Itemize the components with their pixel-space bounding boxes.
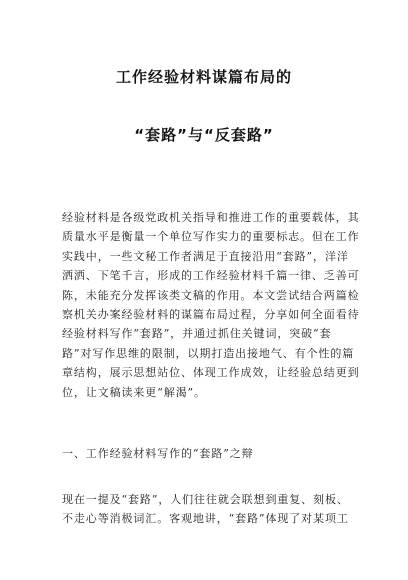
paragraph-line: 不走心等消极词汇。客观地讲，“套路”体现了对某项工	[62, 512, 349, 526]
paragraph-line: 洒洒、下笔千言，形成的工作经验材料千篇一律、乏善可	[62, 269, 360, 283]
title-line-1: 工作经验材料谋篇布局的	[115, 68, 292, 86]
paragraph-line: 经验材料是各级党政机关指导和推进工作的重要载体，其	[62, 211, 360, 224]
title-line-2: “套路”与“反套路”	[134, 126, 274, 144]
paragraph-line: 路”对写作思维的限制，以期打造出接地气、有个性的篇	[62, 346, 355, 360]
intro-paragraph	[62, 208, 360, 402]
paragraph-line: 经验材料写作“套路”，并通过抓住关键词，突破“套	[62, 327, 332, 341]
paragraph-line: 位，让文稿读来更“解渴”。	[62, 385, 206, 399]
paragraph-line: 陈，未能充分发挥该类文稿的作用。本文尝试结合两篇检	[62, 288, 360, 302]
section-paragraph	[62, 490, 352, 529]
paragraph-line: 实践中，一些文秘工作者满足于直接沿用“套路”，洋洋	[62, 249, 349, 263]
paragraph-line: 现在一提及“套路”，人们往往就会联想到重复、刻板、	[62, 493, 349, 506]
paragraph-line: 章结构，展示思想站位、体现工作成效，让经验总结更到	[62, 366, 360, 380]
section-heading: 一、工作经验材料写作的“套路”之辩	[62, 447, 254, 460]
paragraph-line: 质量水平是衡量一个单位写作实力的重要标志。但在工作	[62, 230, 360, 244]
paragraph-line: 察机关办案经验材料的谋篇布局过程，分享如何全面看待	[62, 308, 360, 322]
